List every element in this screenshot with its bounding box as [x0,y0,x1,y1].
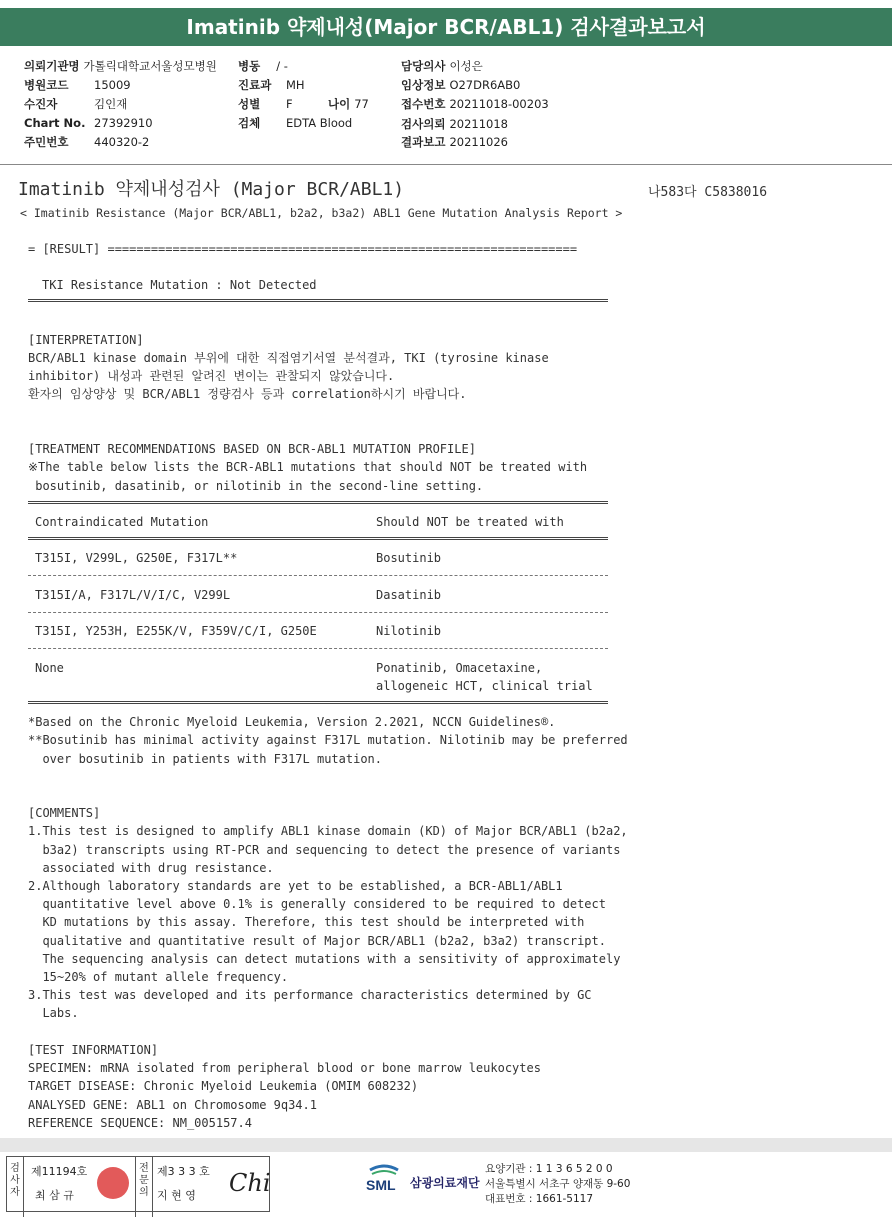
sml-logo-text: SML [366,1177,396,1193]
age-label: 나이 [328,97,351,111]
department-label: 진료과 [238,78,272,92]
age-value: 77 [354,97,369,111]
comment-line: b3a2) transcripts using RT-PCR and sequencing to detect the presence of variants [28,843,621,857]
chart-field [24,116,153,130]
department-value: MH [286,78,305,92]
interpretation-line: inhibitor) 내성과 관련된 알려진 변이는 관찰되지 않았습니다. [28,369,395,383]
comment-line: The sequencing analysis can detect mutations with a sensitivity of approximately [28,952,621,966]
specimen-field [238,115,352,131]
request-date-field [401,116,508,132]
ward-label: 병동 [238,59,261,73]
sex-value: F [286,97,293,111]
table-cell-mutation: T315I/A, F317L/V/I/C, V299L [35,588,231,602]
page-id: 나583다 C5838016 [648,185,768,200]
comment-line: 1.This test is designed to amplify ABL1 kinase domain (KD) of Major BCR/ABL1 (b2a2, [28,824,628,838]
treatment-header: [TREATMENT RECOMMENDATIONS BASED ON BCR-ABL1 MUTATION PROFILE] [28,442,476,456]
footnote: *Based on the Chronic Myeloid Leukemia, Version 2.2021, NCCN Guidelines®. [28,715,556,729]
table-row-divider [28,648,608,649]
specimen-label: 검체 [238,116,261,130]
request-date-label: 검사의뢰 [401,117,446,131]
specimen-value: EDTA Blood [286,116,353,130]
comment-line: quantitative level above 0.1% is generally considered to be required to detect [28,897,606,911]
inspector-no: 제11194호 [31,1165,88,1178]
lab-info-label: 임상정보 [401,78,446,92]
lab-info-value: O27DR6AB0 [449,78,521,92]
table-cell-mutation: T315I, Y253H, E255K/V, F359V/C/I, G250E [35,624,317,638]
institution-label: 의뢰기관명 [24,59,80,73]
table-cell-drug: Nilotinib [376,624,442,638]
chart-label: Chart No. [24,116,86,130]
age-field [328,96,369,112]
footnote: over bosutinib in patients with F317L mutation. [28,752,383,766]
test-info-line: REFERENCE SEQUENCE: NM_005157.4 [28,1116,252,1130]
comment-line: KD mutations by this assay. Therefore, this test should be interpreted with [28,915,585,929]
patient-value: 김인재 [94,97,128,111]
sex-field [238,96,293,112]
report-date-field [401,134,508,150]
department-field [238,77,305,93]
comment-line: 2.Although laboratory standards are yet to be established, a BCR-ABL1/ABL1 [28,879,563,893]
institution-field [24,58,217,74]
report-date-value: 20211026 [449,135,508,149]
patient-label: 수진자 [24,97,58,111]
contact-info [485,1162,630,1207]
brand-name: 삼광의료재단 [410,1176,480,1190]
chart-value: 27392910 [94,116,153,130]
footer-band [0,1138,892,1152]
contact-line: 대표번호 : 1661-5117 [485,1193,594,1205]
hospital-code-field [24,77,131,93]
sml-logo-icon [364,1162,404,1194]
accession-label: 접수번호 [401,97,446,111]
treatment-note: ※The table below lists the BCR-ABL1 mutations that should NOT be treated with [28,460,588,474]
patient-field [24,96,127,112]
treatment-note: bosutinib, dasatinib, or nilotinib in the second-line setting. [28,479,484,493]
test-info-line: ANALYSED GENE: ABL1 on Chromosome 9q34.1 [28,1098,317,1112]
ward-value: / - [276,59,288,73]
table-header-rule [28,537,608,540]
table-cell-mutation: None [35,661,64,675]
report-date-label: 결과보고 [401,135,446,149]
table-cell-drug: Dasatinib [376,588,442,602]
comment-line: qualitative and quantitative result of Major BCR/ABL1 (b2a2, b3a2) transcript. [28,934,606,948]
footnote: **Bosutinib has minimal activity against F317L mutation. Nilotinib may be preferred [28,733,628,747]
interpretation-line: BCR/ABL1 kinase domain 부위에 대한 직접염기서열 분석결과, TKI (tyrosine kinase [28,351,549,365]
table-top-rule [28,501,608,504]
result-divider [28,299,608,302]
signature: Chi [229,1169,271,1197]
sex-label: 성별 [238,97,261,111]
id-label: 주민번호 [24,135,69,149]
test-info-header: [TEST INFORMATION] [28,1043,159,1057]
doctor-field [401,58,483,74]
signature-box [6,1156,270,1212]
report-title: Imatinib 약제내성(Major BCR/ABL1) 검사결과보고서 [0,8,892,46]
comment-line: associated with drug resistance. [28,861,274,875]
result-header: = [RESULT] ================================================================= [28,242,578,256]
specialist-name: 지 현 영 [157,1189,196,1202]
contact-line: 요양기관 : 1 1 3 6 5 2 0 0 [485,1163,613,1175]
table-row-divider [28,612,608,613]
table-row-divider [28,575,608,576]
table-cell-drug: Bosutinib [376,551,442,565]
ward-field [238,58,288,74]
seal-icon [97,1167,129,1199]
institution-value: 가톨릭대학교서울성모병원 [83,59,217,73]
inspector-name: 최 삼 규 [35,1189,74,1202]
specialist-no: 제3 3 3 호 [157,1165,210,1178]
comment-line: 15~20% of mutant allele frequency. [28,970,289,984]
doctor-label: 담당의사 [401,59,446,73]
hospital-code-value: 15009 [94,78,131,92]
comments-header: [COMMENTS] [28,806,101,820]
id-field [24,134,149,150]
result-text: TKI Resistance Mutation : Not Detected [42,278,317,292]
specialist-label: 전문의 [135,1157,153,1217]
table-cell-drug: Ponatinib, Omacetaxine, [376,661,543,675]
table-cell-mutation: T315I, V299L, G250E, F317L** [35,551,238,565]
header-divider [0,164,892,165]
comment-line: Labs. [28,1006,79,1020]
accession-field [401,96,549,112]
table-bottom-rule [28,701,608,704]
accession-value: 20211018-00203 [449,97,549,111]
interpretation-line: 환자의 임상양상 및 BCR/ABL1 정량검사 등과 correlation하시기 바랍니다. [28,387,467,401]
table-cell-drug: allogeneic HCT, clinical trial [376,679,593,693]
contact-line: 서울특별시 서초구 양재동 9-60 [485,1178,631,1190]
comment-line: 3.This test was developed and its performance characteristics determined by GC [28,988,592,1002]
test-info-line: SPECIMEN: mRNA isolated from peripheral blood or bone marrow leukocytes [28,1061,541,1075]
lab-info-field [401,77,520,93]
doctor-value: 이성은 [449,59,483,73]
hospital-code-label: 병원코드 [24,78,69,92]
test-info-line: TARGET DISEASE: Chronic Myeloid Leukemia (OMIM 608232) [28,1079,419,1093]
table-col-header-drug: Should NOT be treated with [376,515,564,529]
section-title: Imatinib 약제내성검사 (Major BCR/ABL1) [18,179,405,200]
id-value: 440320-2 [94,135,150,149]
section-subtitle: < Imatinib Resistance (Major BCR/ABL1, b2a2, b3a2) ABL1 Gene Mutation Analysis Report > [20,206,623,220]
table-col-header-mutation: Contraindicated Mutation [35,515,209,529]
interpretation-header: [INTERPRETATION] [28,333,144,347]
request-date-value: 20211018 [449,117,508,131]
inspector-label: 검사자 [7,1157,24,1217]
